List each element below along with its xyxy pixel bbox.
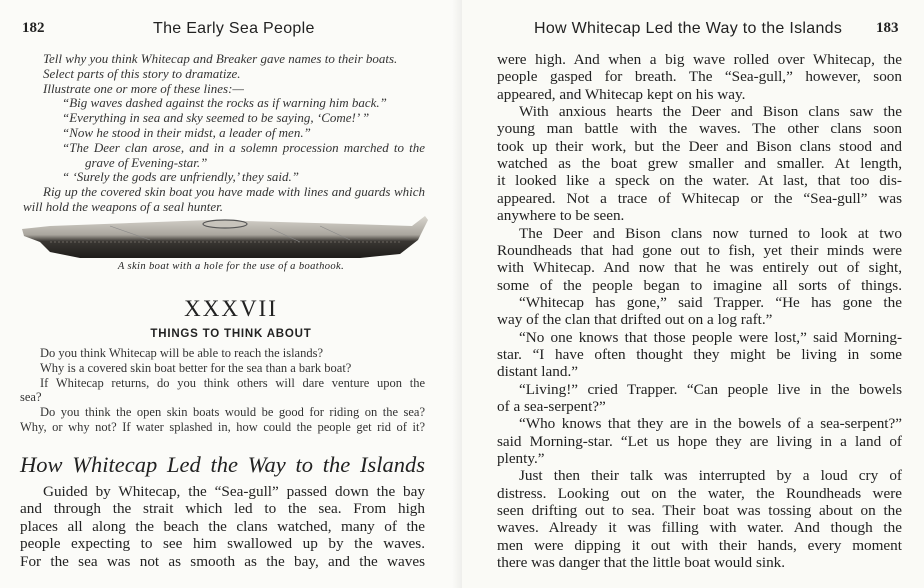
page-number: 182 [22, 20, 45, 36]
body-line: “Who knows that they are in the bowels of a sea-serpent?” [519, 415, 902, 433]
exercise-line: grave of Evening-star.” [85, 154, 208, 170]
skin-boat-illustration [20, 212, 430, 262]
body-line: appeared. Not a trace of Whitecap or the “Sea-gull” was [497, 189, 902, 207]
body-line: “Living!” cried Trapper. “Can people live in the bowels [519, 380, 902, 398]
body-line: there was danger that the little boat would sink. [497, 554, 786, 572]
body-line: places all along the beach the clans watched, many of the [20, 517, 425, 535]
body-line: young man battle with the waves. The other clans soon [497, 120, 902, 138]
body-line: Roundheads that had gone out to fish, yet their minds were [497, 241, 902, 259]
exercise-line: “Everything in sea and sky seemed to be saying, ‘Come!’ ” [62, 110, 370, 126]
question-line: Do you think the open skin boats would be good for riding on the sea? [40, 405, 425, 420]
body-line: “No one knows that those people were lost,” said Morning- [519, 328, 902, 346]
chapter-number: XXXVII [184, 296, 278, 321]
right-page [462, 0, 924, 588]
body-line: watched as the boat grew smaller and smaller. At length, [497, 155, 902, 173]
body-line: Just then their talk was interrupted by a loud cry of [519, 467, 902, 485]
exercise-line: Tell why you think Whitecap and Breaker gave names to their boats. [43, 51, 398, 66]
question-line: Do you think Whitecap will be able to reach the islands? [40, 346, 324, 360]
exercise-line: “ ‘Surely the gods are unfriendly,’ they said.” [62, 169, 299, 185]
running-head: The Early Sea People [153, 20, 315, 37]
running-head: How Whitecap Led the Way to the Islands [534, 20, 843, 37]
body-line: anywhere to be seen. [497, 207, 625, 225]
question-line: sea? [20, 390, 42, 405]
body-line: with Whitecap. And now that he was entirely out of sight, [497, 259, 902, 277]
exercise-line: Rig up the covered skin boat you have made with lines and guards which [43, 184, 425, 200]
body-line: “Whitecap has gone,” said Trapper. “He has gone the [519, 293, 902, 311]
section-heading: THINGS TO THINK ABOUT [150, 328, 312, 340]
exercise-line: “Big waves dashed against the rocks as if warning him back.” [62, 95, 387, 111]
body-line: waves. Already it was filling with water. And though the [497, 519, 902, 537]
body-line: were high. And when a big wave rolled over Whitecap, the [497, 51, 902, 68]
body-line: took up their work, but the Deer and Bison clans stood and [497, 137, 902, 155]
question-line: If Whitecap returns, do you think others will dare venture upon the [40, 375, 425, 390]
page-number: 183 [876, 20, 899, 36]
body-line: The Deer and Bison clans now turned to look at two [519, 224, 902, 242]
body-line: appeared, and Whitecap kept on his way. [497, 85, 746, 103]
exercise-line: “The Deer clan arose, and in a solemn procession marched to the [62, 139, 425, 155]
question-line: Why is a covered skin boat better for the sea than a bark boat? [40, 360, 352, 375]
body-line: men were dipping it out with their hands, every moment [497, 536, 902, 554]
body-line: and through the strait which led to the sea. From high [20, 500, 425, 518]
body-line: For the sea was not as smooth as the bay, and the waves [20, 552, 425, 570]
body-line: distant land.” [497, 363, 578, 381]
question-line: Why, or why not? If water splashed in, how could the people get rid of it? [20, 420, 425, 434]
body-line: star. “I have often thought they might be living in some [497, 345, 902, 363]
body-line: Guided by Whitecap, the “Sea-gull” passed down the bay [43, 483, 425, 500]
exercise-line: Illustrate one or more of these lines:— [43, 80, 244, 96]
body-line: way of the clan that drifted out on a log raft.” [497, 311, 773, 329]
exercise-line: “Now he stood in their midst, a leader of men.” [62, 125, 311, 140]
exercise-line: will hold the weapons of a seal hunter. [23, 199, 224, 214]
body-line: people expecting to see him swallowed up by the waves. [20, 535, 425, 553]
body-line: said Morning-star. “Let us hope they are living in a land of [497, 432, 902, 450]
body-line: some of the people began to imagine all sorts of things. [497, 276, 902, 294]
story-title: How Whitecap Led the Way to the Islands [20, 452, 425, 477]
body-line: people gasped for breath. The “Sea-gull,” however, soon [497, 68, 902, 86]
body-line: seen drifting out to sea. Their boat was tossing about on the [497, 502, 902, 520]
body-line: of a sea-serpent?” [497, 398, 606, 415]
body-line: plenty.” [497, 450, 545, 468]
body-line: distress. Looking out on the water, the Roundheads were [497, 484, 902, 502]
body-line: it looked like a speck on the water. At last, that too dis- [497, 172, 902, 190]
exercise-line: Select parts of this story to dramatize. [43, 65, 241, 81]
body-line: With anxious hearts the Deer and Bison clans saw the [519, 103, 902, 121]
figure-caption: A skin boat with a hole for the use of a boathook. [117, 261, 345, 272]
